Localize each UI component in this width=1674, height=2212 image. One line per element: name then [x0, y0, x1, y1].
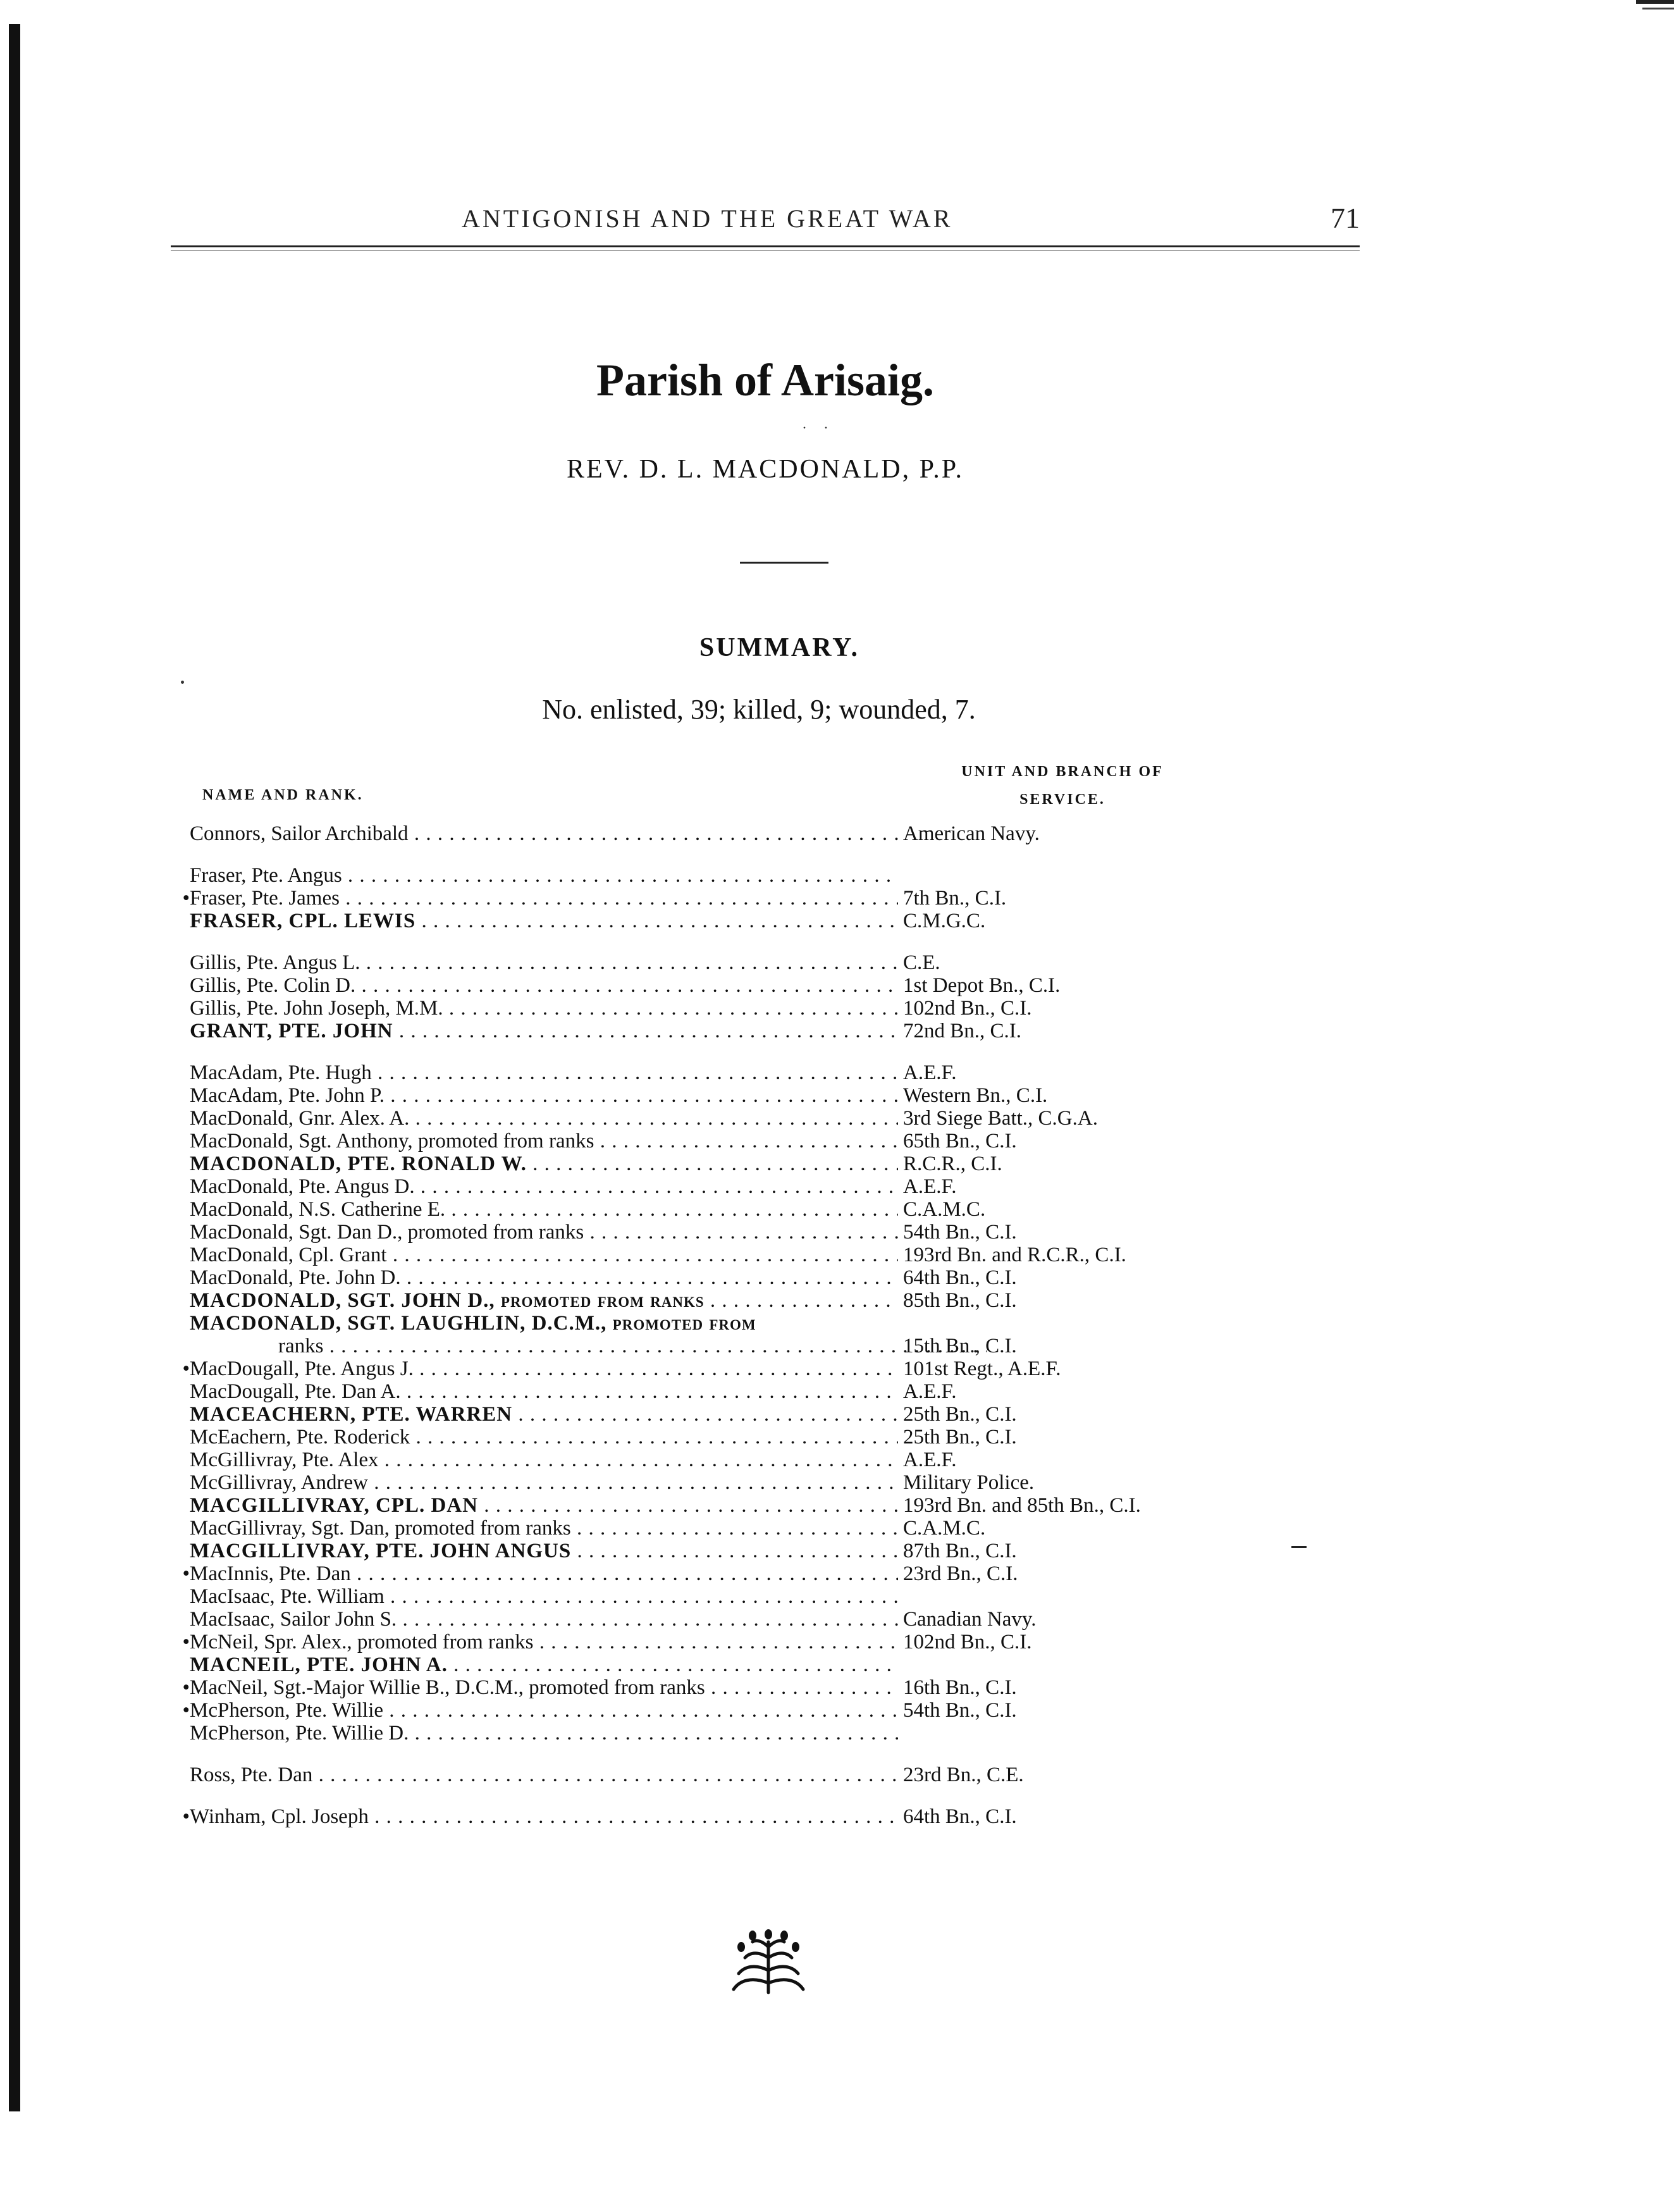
list-item [190, 1517, 1303, 1540]
list-item [190, 822, 1303, 845]
page-number: 71 [1331, 202, 1360, 234]
list-item [190, 1175, 1303, 1198]
column-header-unit-line2: SERVICE. [1019, 791, 1105, 808]
column-header-name: NAME AND RANK. [202, 787, 364, 803]
entry-name: MacNeil, Sgt.-Major Willie B., D.C.M., promoted from ranks [190, 1676, 705, 1699]
title-dots: · · [802, 420, 835, 436]
entry-name: Connors, Sailor Archibald [190, 822, 409, 845]
entry-unit: C.M.G.C. [903, 910, 986, 932]
list-item [190, 910, 1303, 932]
entry-name: MacAdam, Pte. John P. [190, 1084, 385, 1107]
list-item [190, 1380, 1303, 1403]
page-subtitle: REV. D. L. MACDONALD, P.P. [567, 455, 964, 484]
entry-unit: C.E. [903, 951, 940, 974]
entry-unit: 54th Bn., C.I. [903, 1221, 1017, 1244]
list-item [190, 1471, 1303, 1494]
running-title: ANTIGONISH AND THE GREAT WAR [462, 204, 953, 233]
entry-name: MACEACHERN, PTE. WARREN [190, 1403, 513, 1426]
list-item [190, 1494, 1303, 1517]
list-item [190, 1449, 1303, 1471]
list-item [182, 1631, 1303, 1653]
list-item [190, 951, 1303, 974]
entry-unit: A.E.F. [903, 1061, 957, 1084]
entry-name: McGillivray, Pte. Alex [190, 1449, 379, 1471]
list-item [182, 1699, 1303, 1722]
entry-unit: 102nd Bn., C.I. [903, 997, 1032, 1020]
list-item [190, 1198, 1303, 1221]
entry-unit: 1st Depot Bn., C.I. [903, 974, 1061, 997]
list-item [190, 864, 1303, 887]
entry-name: MacDougall, Pte. Angus J. [190, 1357, 414, 1380]
entry-name: Ross, Pte. Dan [190, 1764, 313, 1786]
entry-unit: 72nd Bn., C.I. [903, 1020, 1022, 1042]
list-item [182, 1357, 1303, 1380]
killed-mark: • [182, 1562, 190, 1585]
leaf-ornament-icon [727, 1929, 809, 1999]
entry-name: McPherson, Pte. Willie D. [190, 1722, 409, 1745]
entry-name: Fraser, Pte. James [190, 887, 340, 910]
entry-name: Winham, Cpl. Joseph [190, 1805, 369, 1828]
scan-speck [181, 681, 184, 684]
entry-unit: 193rd Bn. and R.C.R., C.I. [903, 1244, 1126, 1266]
list-item [182, 887, 1303, 910]
list-item [190, 1084, 1303, 1107]
entry-name: MacDonald, Sgt. Dan D., promoted from ranks [190, 1221, 584, 1244]
entry-unit: 102nd Bn., C.I. [903, 1631, 1032, 1653]
margin-dash [1291, 1546, 1307, 1548]
entry-unit: A.E.F. [903, 1380, 957, 1403]
list-item [190, 1540, 1303, 1562]
column-header-unit-line1: UNIT AND BRANCH OF [961, 763, 1164, 780]
entry-unit: 64th Bn., C.I. [903, 1805, 1017, 1828]
entry-name: MACDONALD, PTE. RONALD W. [190, 1152, 527, 1175]
entry-unit: A.E.F. [903, 1449, 957, 1471]
entry-unit: 65th Bn., C.I. [903, 1130, 1017, 1152]
entry-unit: A.E.F. [903, 1175, 957, 1198]
entry-name: MacDonald, Pte. John D. [190, 1266, 401, 1289]
list-item [190, 1585, 1303, 1608]
list-item [190, 1289, 1303, 1312]
list-item [190, 1152, 1303, 1175]
entry-name: MacInnis, Pte. Dan [190, 1562, 351, 1585]
entry-name: McEachern, Pte. Roderick [190, 1426, 410, 1449]
list-item [190, 1061, 1303, 1084]
header-rule [171, 245, 1360, 247]
list-item [190, 1608, 1303, 1631]
entry-name: FRASER, CPL. LEWIS [190, 910, 416, 932]
entry-name: McGillivray, Andrew [190, 1471, 368, 1494]
killed-mark: • [182, 1631, 190, 1653]
summary-heading: SUMMARY. [699, 633, 860, 662]
entry-unit: C.A.M.C. [903, 1517, 986, 1540]
list-item [190, 1764, 1303, 1786]
entry-name: MacGillivray, Sgt. Dan, promoted from ranks [190, 1517, 571, 1540]
entry-unit: 7th Bn., C.I. [903, 887, 1007, 910]
entry-unit: 16th Bn., C.I. [903, 1676, 1017, 1699]
entry-unit: 193rd Bn. and 85th Bn., C.I. [903, 1494, 1141, 1517]
list-item [190, 1426, 1303, 1449]
entry-name: GRANT, PTE. JOHN [190, 1020, 393, 1042]
entry-unit: R.C.R., C.I. [903, 1152, 1002, 1175]
entry-name: MACGILLIVRAY, CPL. DAN [190, 1494, 478, 1517]
list-item [190, 1107, 1303, 1130]
list-item [190, 1403, 1303, 1426]
entry-name: MacIsaac, Sailor John S. [190, 1608, 397, 1631]
entry-unit: 3rd Siege Batt., C.G.A. [903, 1107, 1098, 1130]
summary-line: No. enlisted, 39; killed, 9; wounded, 7. [542, 694, 976, 725]
entry-unit: 15th Bn., C.I. [903, 1335, 1017, 1357]
entry-name: MACGILLIVRAY, PTE. JOHN ANGUS [190, 1540, 572, 1562]
entry-unit: 64th Bn., C.I. [903, 1266, 1017, 1289]
entry-name: MacDonald, Sgt. Anthony, promoted from ranks [190, 1130, 594, 1152]
page-title: Parish of Arisaig. [596, 355, 934, 405]
entry-unit: 101st Regt., A.E.F. [903, 1357, 1061, 1380]
entry-name: Gillis, Pte. Colin D. [190, 974, 356, 997]
list-item [190, 1653, 1303, 1676]
entry-name: MacDonald, N.S. Catherine E. [190, 1198, 446, 1221]
entry-unit: Military Police. [903, 1471, 1035, 1494]
header-rule-thin [171, 250, 1360, 251]
list-item [190, 1244, 1303, 1266]
list-item [182, 1805, 1303, 1828]
running-head [171, 201, 1360, 239]
entry-unit: 85th Bn., C.I. [903, 1289, 1017, 1312]
entry-name: ranks [278, 1335, 324, 1357]
entry-unit: Western Bn., C.I. [903, 1084, 1048, 1107]
killed-mark: • [182, 1699, 190, 1722]
list-item [182, 1676, 1303, 1699]
entry-unit: 87th Bn., C.I. [903, 1540, 1017, 1562]
entry-name: Gillis, Pte. John Joseph, M.M. [190, 997, 443, 1020]
entry-name: MACDONALD, SGT. LAUGHLIN, D.C.M., promoted from [190, 1312, 756, 1335]
entry-name: McNeil, Spr. Alex., promoted from ranks [190, 1631, 534, 1653]
entry-unit: C.A.M.C. [903, 1198, 986, 1221]
entry-name: Gillis, Pte. Angus L. [190, 951, 360, 974]
entry-name: MacDougall, Pte. Dan A. [190, 1380, 401, 1403]
list-item [190, 1130, 1303, 1152]
entry-name: MacDonald, Gnr. Alex. A. [190, 1107, 410, 1130]
list-item-continuation [190, 1335, 1303, 1357]
list-item [190, 1266, 1303, 1289]
scan-corner-mark [1636, 0, 1674, 4]
entry-name: McPherson, Pte. Willie [190, 1699, 384, 1722]
entry-name: MacDonald, Cpl. Grant [190, 1244, 387, 1266]
entry-unit: 54th Bn., C.I. [903, 1699, 1017, 1722]
roll-list [182, 822, 1303, 1828]
entry-unit: American Navy. [903, 822, 1040, 845]
list-item [190, 974, 1303, 997]
killed-mark: • [182, 887, 190, 910]
column-header-unit [911, 758, 1214, 813]
list-item [190, 997, 1303, 1020]
killed-mark: • [182, 1805, 190, 1828]
killed-mark: • [182, 1357, 190, 1380]
killed-mark: • [182, 1676, 190, 1699]
list-item [190, 1020, 1303, 1042]
entry-name: MacIsaac, Pte. William [190, 1585, 385, 1608]
list-item [190, 1221, 1303, 1244]
entry-unit: 23rd Bn., C.E. [903, 1764, 1024, 1786]
scan-edge-bar [9, 24, 20, 2111]
entry-name: Fraser, Pte. Angus [190, 864, 342, 887]
entry-name: MacAdam, Pte. Hugh [190, 1061, 372, 1084]
entry-name: MACDONALD, SGT. JOHN D., promoted from ranks [190, 1289, 705, 1312]
entry-name: MacDonald, Pte. Angus D. [190, 1175, 415, 1198]
entry-name: MACNEIL, PTE. JOHN A. [190, 1653, 448, 1676]
list-item [190, 1722, 1303, 1745]
scan-corner-mark-2 [1642, 8, 1674, 9]
entry-unit: 23rd Bn., C.I. [903, 1562, 1018, 1585]
entry-unit: 25th Bn., C.I. [903, 1426, 1017, 1449]
list-item [182, 1562, 1303, 1585]
list-item [190, 1312, 1303, 1335]
entry-unit: 25th Bn., C.I. [903, 1403, 1017, 1426]
entry-unit: Canadian Navy. [903, 1608, 1037, 1631]
section-divider [740, 562, 828, 564]
